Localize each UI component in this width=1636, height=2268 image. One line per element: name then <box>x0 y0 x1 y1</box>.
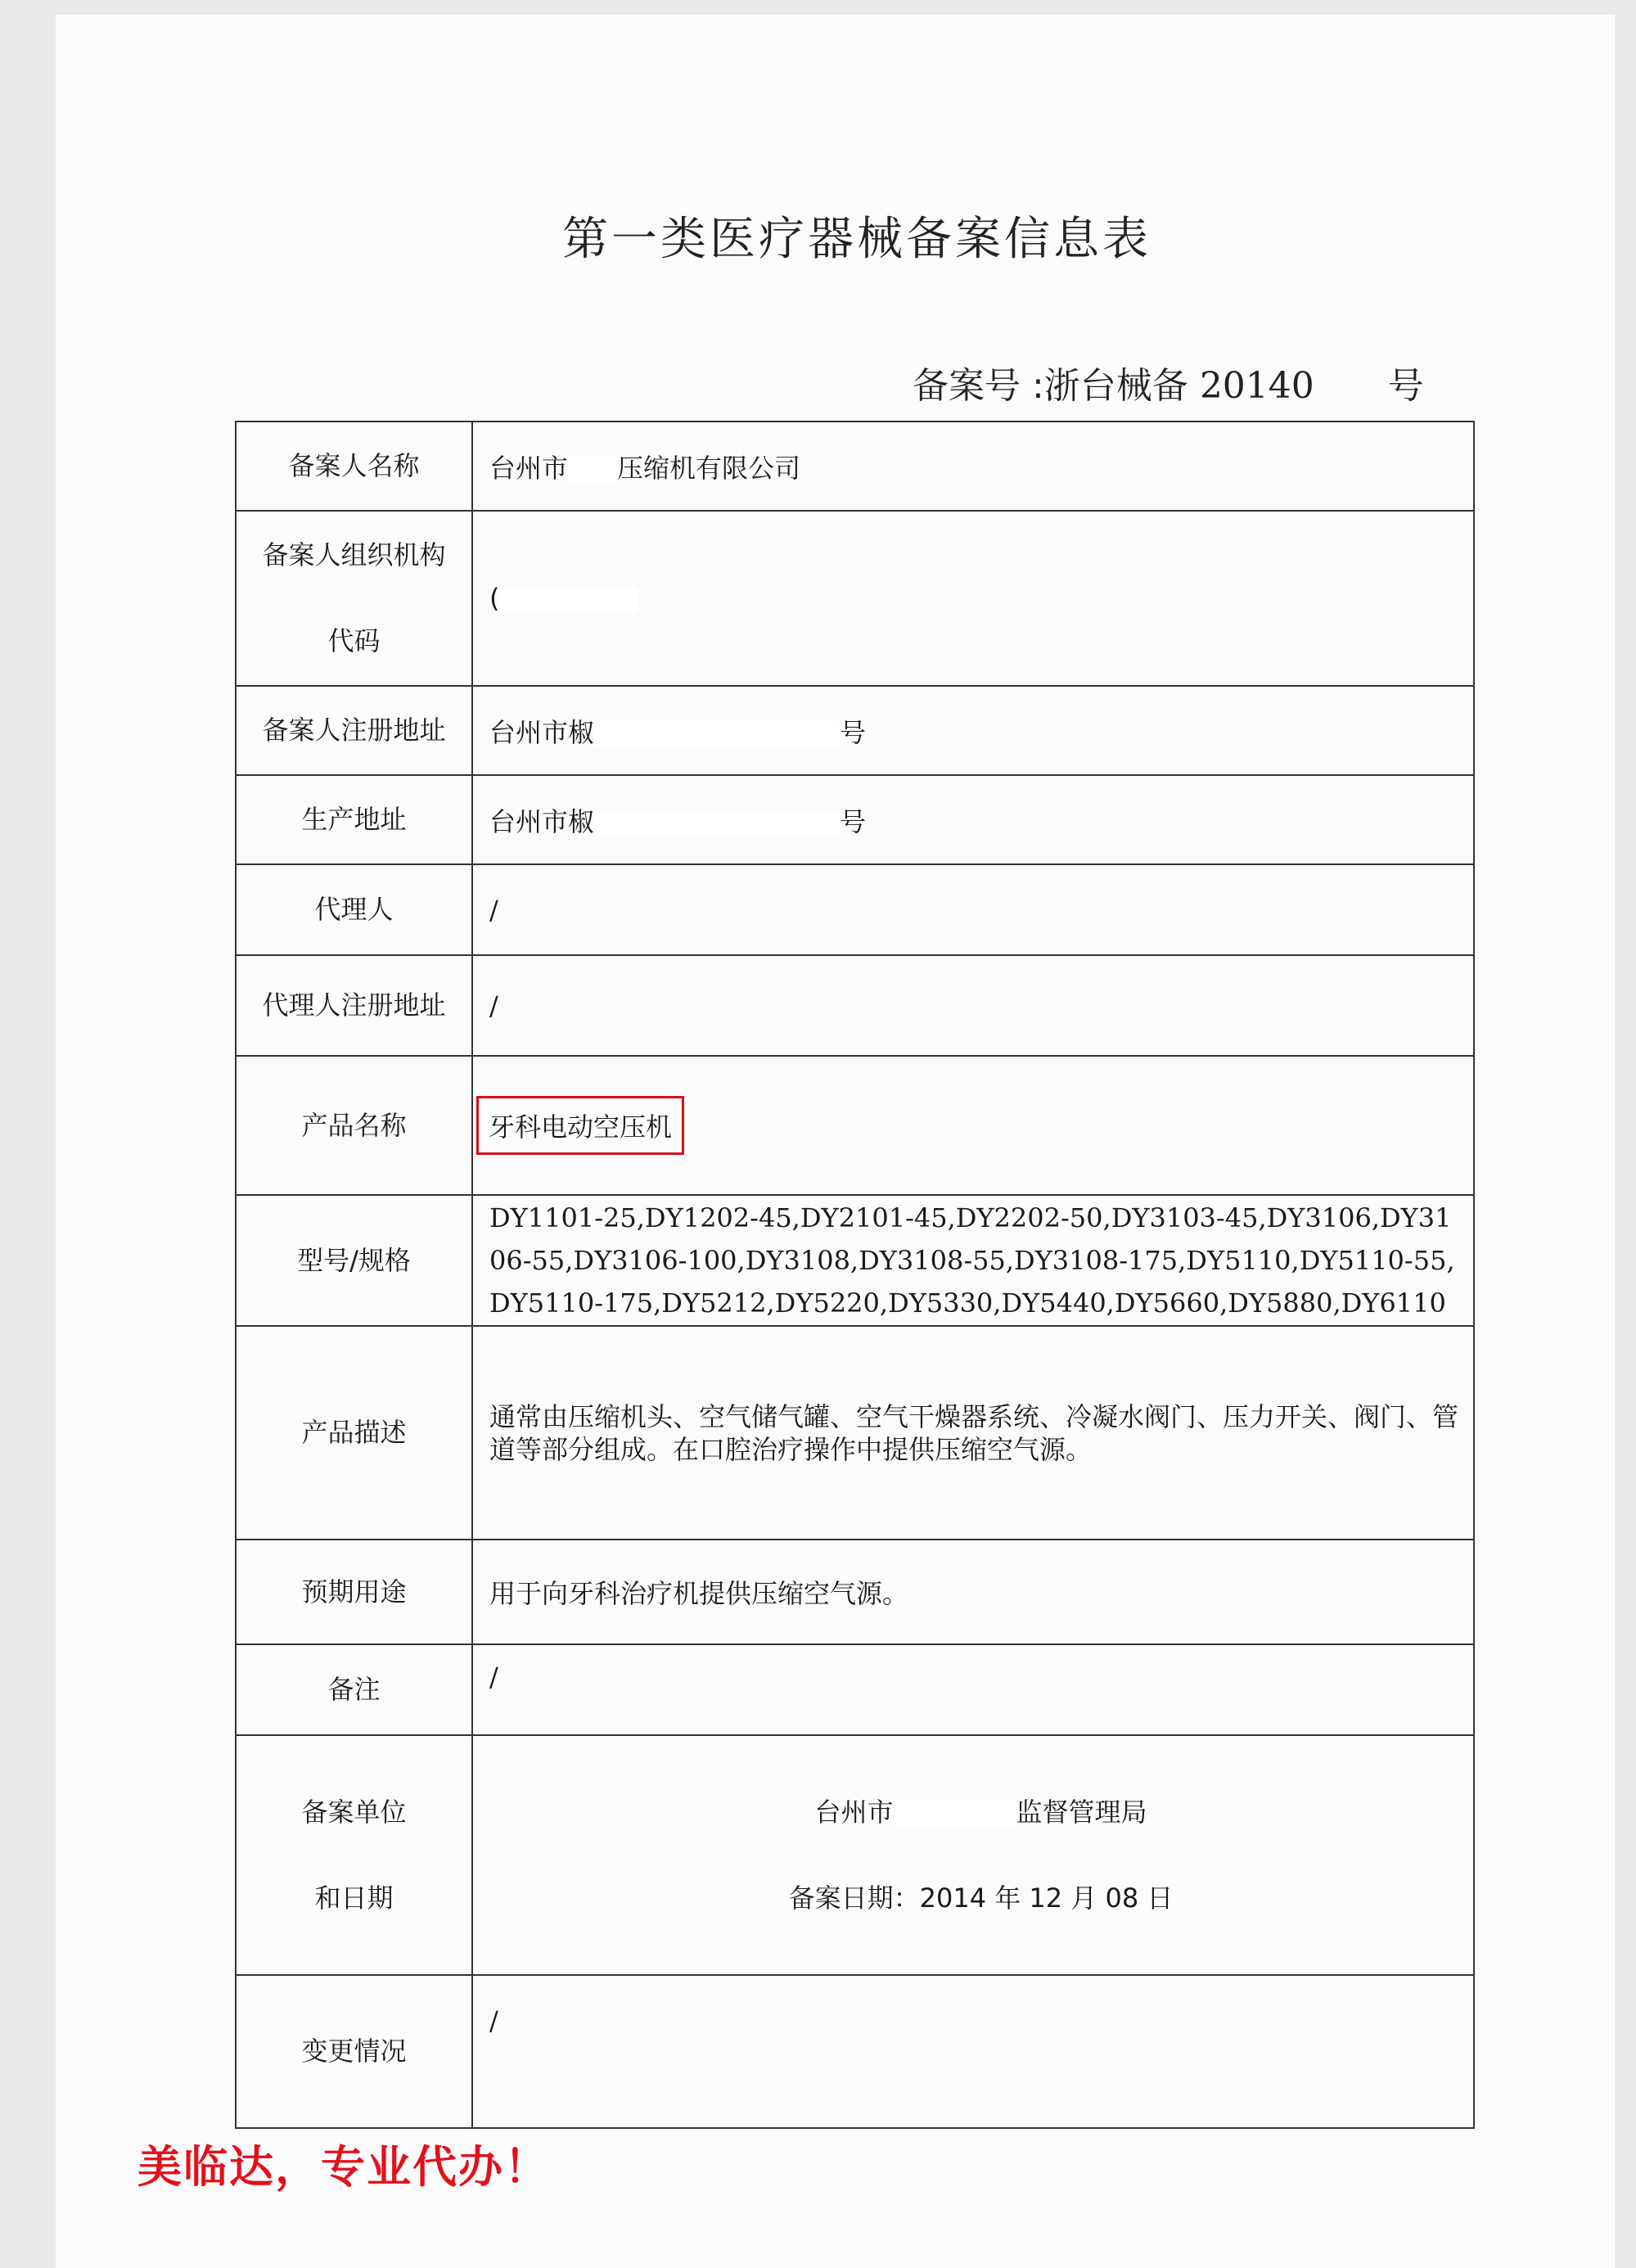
table-row <box>236 1195 1474 1326</box>
redacted-area <box>499 587 638 613</box>
label-line: 备案单位 <box>301 1796 407 1828</box>
value-part: 号 <box>840 805 867 837</box>
redacted-area <box>594 810 840 836</box>
label-unit-date <box>236 1735 472 1975</box>
table-row <box>236 422 1474 511</box>
label-org-code <box>236 511 472 686</box>
record-number-suffix: 号 <box>1387 365 1424 407</box>
filing-date: 备案日期：2014 年 12 月 08 日 <box>788 1882 1174 1914</box>
value-part: 监督管理局 <box>1016 1796 1147 1828</box>
value-part: 台州市 <box>814 1796 894 1828</box>
record-number-value: 20140 <box>1199 365 1314 407</box>
value-unit-date <box>472 1735 1474 1975</box>
label-remarks: 备注 <box>236 1644 472 1735</box>
table-row <box>236 1056 1474 1195</box>
label-prod-address: 生产地址 <box>236 775 472 864</box>
redacted-area <box>568 457 617 483</box>
value-reg-address <box>472 686 1474 775</box>
record-number-prefix: 备案号 :浙台械备 <box>913 365 1188 407</box>
value-part: 号 <box>840 716 867 748</box>
highlighted-product-name: 牙科电动空压机 <box>476 1096 684 1155</box>
value-applicant-name <box>472 422 1474 511</box>
filing-info-table <box>235 421 1475 2129</box>
label-agent: 代理人 <box>236 864 472 955</box>
label-description: 产品描述 <box>236 1326 472 1540</box>
label-reg-address: 备案人注册地址 <box>236 686 472 775</box>
value-model: DY1101-25,DY1202-45,DY2101-45,DY2202-50,DY3103-45,DY3106,DY3106-55,DY3106-100,DY3108,DY3108-55,DY3108-175,DY5110,DY5110-55,DY5110-175,DY5212,DY5220,DY5330,DY5440,DY5660,DY5880,DY6110 <box>472 1195 1474 1326</box>
record-number <box>913 356 1424 408</box>
table-row <box>236 686 1474 775</box>
table-row <box>236 955 1474 1056</box>
table-row <box>236 1735 1474 1975</box>
value-part: ( <box>489 583 500 614</box>
value-changes: / <box>472 1975 1474 2128</box>
footer-slogan: 美临达，专业代办！ <box>137 2141 550 2193</box>
value-agent-address: / <box>472 955 1474 1056</box>
value-part: 台州市 <box>489 452 569 484</box>
table-row <box>236 864 1474 955</box>
document-title: 第一类医疗器械备案信息表 <box>562 213 1152 266</box>
value-part: 压缩机有限公司 <box>617 452 801 484</box>
value-org-code <box>472 511 1474 686</box>
redacted-area <box>594 721 840 747</box>
label-intended-use: 预期用途 <box>236 1540 472 1644</box>
table-row <box>236 1326 1474 1540</box>
table-row <box>236 511 1474 686</box>
label-agent-address: 代理人注册地址 <box>236 955 472 1056</box>
table-row <box>236 1644 1474 1735</box>
filing-authority <box>489 1770 1472 1855</box>
label-applicant-name: 备案人名称 <box>236 422 472 511</box>
table-row <box>236 775 1474 864</box>
value-description: 通常由压缩机头、空气储气罐、空气干燥器系统、冷凝水阀门、压力开关、阀门、管道等部分组成。在口腔治疗操作中提供压缩空气源。 <box>472 1326 1474 1540</box>
value-product-name <box>472 1056 1474 1195</box>
value-intended-use: 用于向牙科治疗机提供压缩空气源。 <box>472 1540 1474 1644</box>
label-product-name: 产品名称 <box>236 1056 472 1195</box>
redacted-area <box>894 1801 1016 1827</box>
label-model: 型号/规格 <box>236 1195 472 1326</box>
value-agent: / <box>472 864 1474 955</box>
value-remarks: / <box>472 1644 1474 1735</box>
value-prod-address <box>472 775 1474 864</box>
value-part: 台州市椒 <box>489 805 595 837</box>
table-row <box>236 1540 1474 1644</box>
label-line: 代码 <box>327 625 381 656</box>
label-line: 和日期 <box>314 1882 394 1914</box>
value-part: 台州市椒 <box>489 716 595 748</box>
table-row <box>236 1975 1474 2128</box>
label-line: 备案人组织机构 <box>262 539 446 570</box>
label-changes: 变更情况 <box>236 1975 472 2128</box>
